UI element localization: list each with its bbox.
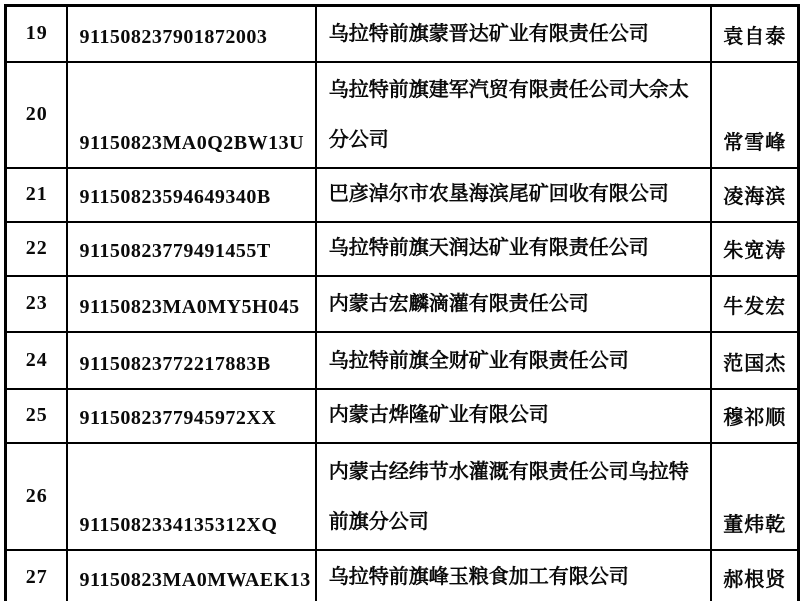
credit-code: 91150823772217883B [67,332,315,389]
person-name: 范国杰 [711,332,798,389]
table-row [6,222,799,276]
credit-code: 91150823594649340B [67,168,315,222]
table-row [6,443,799,550]
person-name: 牛发宏 [711,276,798,332]
table-row [6,332,799,389]
person-name: 穆祁顺 [711,389,798,443]
row-index: 20 [6,62,68,168]
row-index: 25 [6,389,68,443]
row-index: 26 [6,443,68,550]
person-name: 袁自泰 [711,6,798,62]
table-row [6,6,799,62]
company-name: 巴彦淖尔市农垦海滨尾矿回收有限公司 [316,168,712,222]
table-row [6,276,799,332]
person-name: 朱宽涛 [711,222,798,276]
company-name: 乌拉特前旗建军汽贸有限责任公司大佘太分公司 [316,62,712,168]
table-row [6,62,799,168]
person-name: 常雪峰 [711,62,798,168]
company-name: 乌拉特前旗天润达矿业有限责任公司 [316,222,712,276]
credit-code: 91150823MA0MWAEK13 [67,550,315,601]
credit-code: 911508237901872003 [67,6,315,62]
row-index: 27 [6,550,68,601]
table-row [6,168,799,222]
table-row [6,550,799,601]
company-name: 内蒙古宏麟滴灌有限责任公司 [316,276,712,332]
credit-code: 91150823MA0MY5H045 [67,276,315,332]
company-registry-table [4,4,800,601]
table-row [6,389,799,443]
credit-code: 91150823MA0Q2BW13U [67,62,315,168]
row-index: 23 [6,276,68,332]
person-name: 郝根贤 [711,550,798,601]
company-name: 乌拉特前旗全财矿业有限责任公司 [316,332,712,389]
credit-code: 91150823779491455T [67,222,315,276]
company-name: 内蒙古经纬节水灌溉有限责任公司乌拉特前旗分公司 [316,443,712,550]
company-name: 乌拉特前旗蒙晋达矿业有限责任公司 [316,6,712,62]
row-index: 19 [6,6,68,62]
company-name: 乌拉特前旗峰玉粮食加工有限公司 [316,550,712,601]
credit-code: 9115082377945972XX [67,389,315,443]
company-name: 内蒙古烨隆矿业有限公司 [316,389,712,443]
credit-code: 9115082334135312XQ [67,443,315,550]
person-name: 凌海滨 [711,168,798,222]
row-index: 24 [6,332,68,389]
row-index: 22 [6,222,68,276]
person-name: 董炜乾 [711,443,798,550]
row-index: 21 [6,168,68,222]
